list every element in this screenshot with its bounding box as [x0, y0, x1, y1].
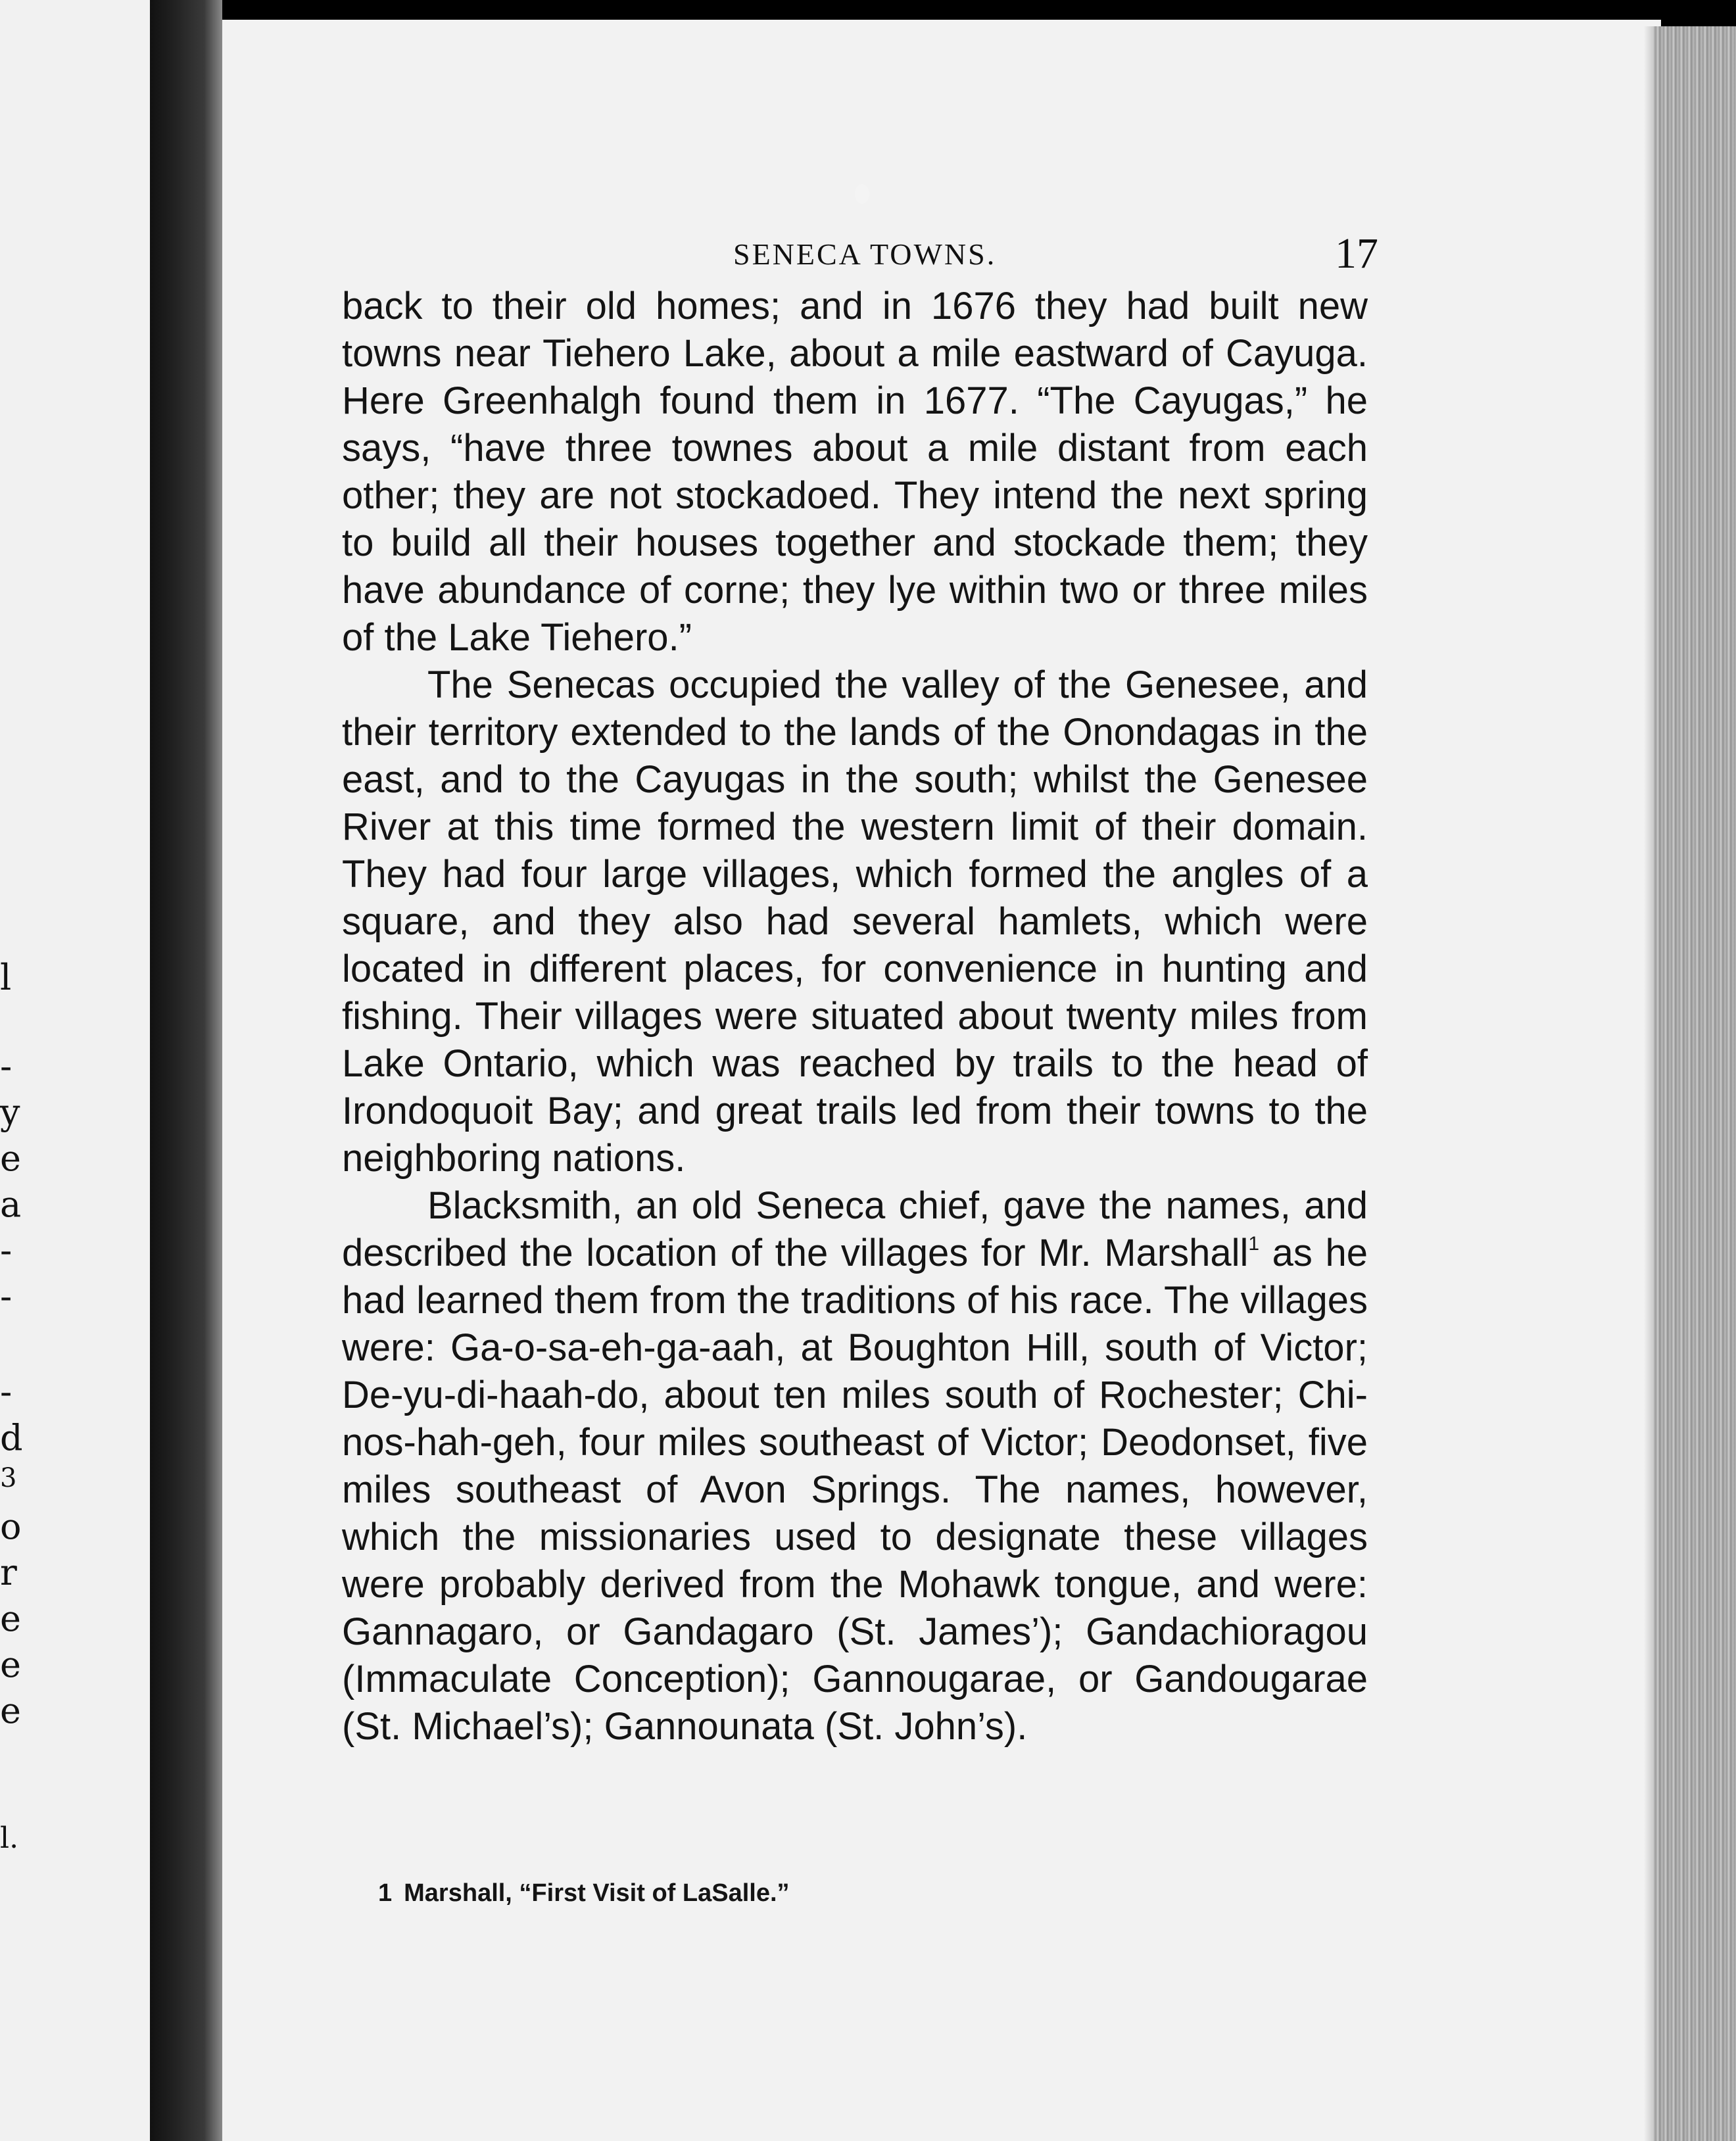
footnote-reference: 1 — [1248, 1233, 1260, 1255]
scan-speck — [855, 184, 869, 204]
left-fragment: y — [0, 1092, 20, 1133]
previous-page-edge — [0, 0, 150, 2141]
left-fragment: - — [0, 1371, 12, 1412]
left-fragment: d — [0, 1417, 23, 1458]
left-fragment: o — [0, 1506, 22, 1547]
paragraph-text: The Senecas occupied the valley of the Genesee, and their territory extended to the lands of the Onondagas in the east, and to the Cayugas in the south; whilst the Genesee River at this time formed the western limit of their domain. They had four large villages, which formed the angles of a square, and they also had several hamlets, which were located in different places, for convenience in hunting and fishing. Their villages were situated about twenty miles from Lake Ontario, which was reached by trails to the head of Irondoquoit Bay; and great trails led from their towns to the neighboring nations. — [342, 663, 1368, 1180]
paragraph — [342, 283, 1368, 662]
left-fragment: e — [0, 1644, 21, 1685]
left-fragment: r — [0, 1552, 17, 1593]
book-gutter-shadow — [150, 0, 222, 2141]
left-fragment: l — [0, 957, 12, 998]
body-text — [342, 283, 1368, 1750]
paragraph — [342, 1182, 1368, 1750]
left-fragment: e — [0, 1138, 21, 1179]
paragraph — [342, 662, 1368, 1182]
left-fragment: l. — [0, 1821, 19, 1855]
page-edges-stack — [1654, 26, 1736, 2141]
left-fragment: - — [0, 1230, 12, 1271]
left-fragment: 3 — [0, 1463, 17, 1493]
paragraph-text: as he had learned them from the traditions of his race. The villages were: Ga-o-sa-eh-ga-aah, at Boughton Hill, south of Victor; De-yu-di-haah-do, about ten miles south of Rochester; Chi-nos-hah-geh, four miles southeast of Victor; Deodonset, five miles southeast of Avon Springs. The names, however, which the missionaries used to designate these villages were probably derived from the Mohawk tongue, and were: Gannagaro, or Gandagaro (St. James’); Gandachioragou (Immaculate Conception); Gannougarae, or Gandougarae (St. Michael’s); Gannounata (St. John’s). — [342, 1232, 1368, 1748]
paragraph-text: back to their old homes; and in 1676 they had built new towns near Tiehero Lake, about a mile eastward of Cayuga. Here Greenhalgh found them in 1677. “The Cayugas,” he says, “have three townes about a mile distant from each other; they are not stockadoed. They intend the next spring to build all their houses together and stockade them; they have abundance of corne; they lye within two or three miles of the Lake Tiehero.” — [342, 285, 1368, 659]
footnote-text: Marshall, “First Visit of LaSalle.” — [404, 1879, 790, 1907]
left-fragment: e — [0, 1690, 21, 1731]
left-fragment: a — [0, 1184, 22, 1225]
footnote — [378, 1879, 790, 1908]
left-fragment: - — [0, 1276, 12, 1317]
left-fragment: - — [0, 1046, 12, 1087]
paragraph-text: Blacksmith, an old Seneca chief, gave the names, and described the location of the villages for Mr. Marshall — [342, 1184, 1368, 1274]
page-number: 17 — [1335, 229, 1378, 277]
running-head: SENECA TOWNS. — [733, 237, 997, 271]
left-fragment: e — [0, 1598, 21, 1639]
footnote-marker: 1 — [378, 1879, 393, 1907]
